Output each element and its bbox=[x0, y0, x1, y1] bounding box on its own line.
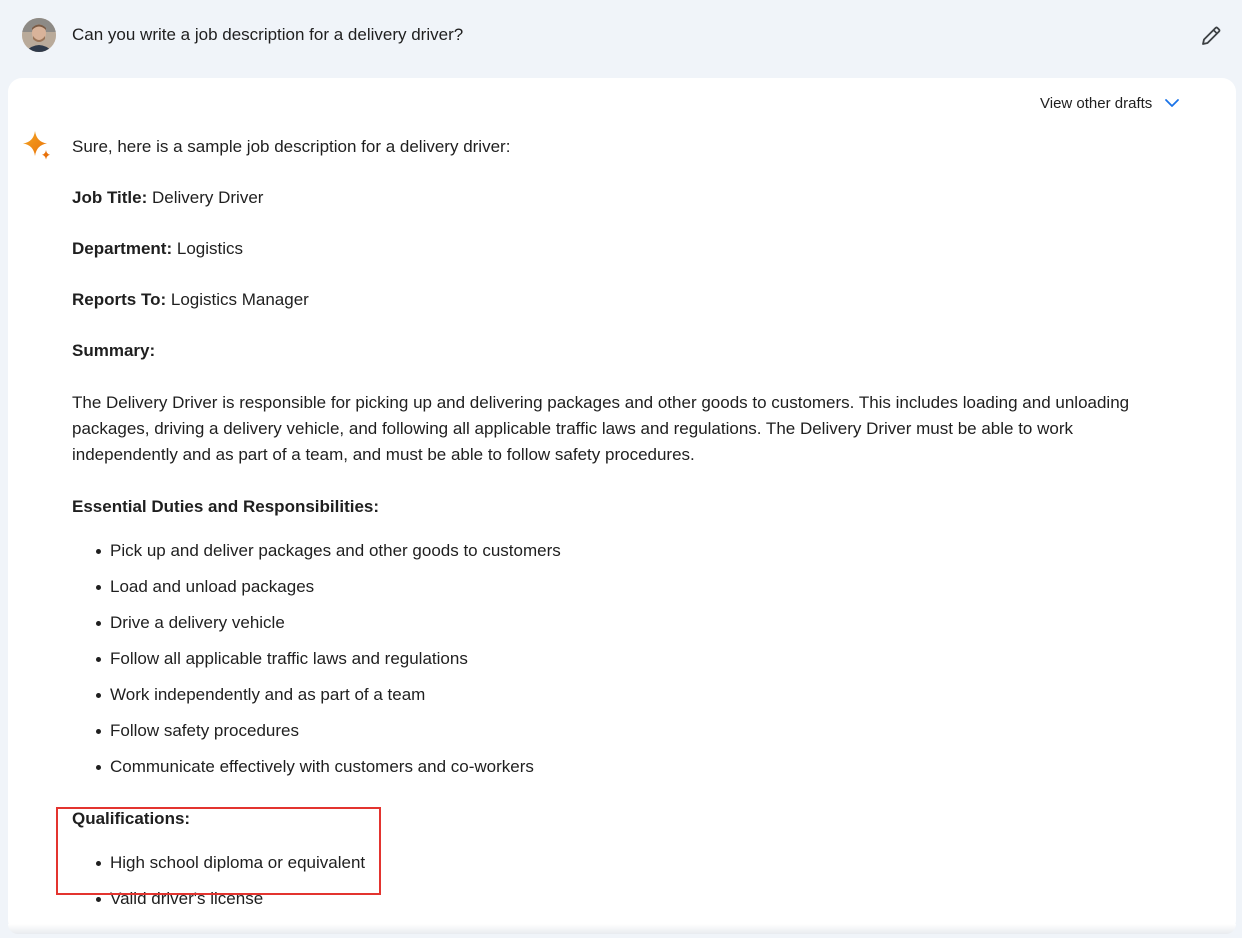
response-content bbox=[72, 135, 1172, 938]
duties-heading: Essential Duties and Responsibilities: bbox=[72, 497, 380, 516]
user-avatar[interactable] bbox=[22, 18, 56, 52]
department-value: Logistics bbox=[176, 239, 243, 258]
summary-heading: Summary: bbox=[72, 341, 156, 360]
summary-text: The Delivery Driver is responsible for picking up and delivering packages and other goods to customers. This includes loading and unloading packages, driving a delivery vehicle, and following all applicable traffic laws and regulations. The Delivery Driver must be able to work independently and as part of a team, and must be able to follow safety procedures. bbox=[72, 393, 1130, 464]
department-line bbox=[72, 237, 1172, 261]
reports-to-value: Logistics Manager bbox=[170, 290, 309, 309]
department-label: Department: bbox=[72, 239, 173, 258]
drafts-label: View other drafts bbox=[1040, 94, 1153, 112]
list-item: Work independently and as part of a team bbox=[72, 677, 1172, 713]
pencil-icon bbox=[1198, 23, 1224, 49]
response-intro: Sure, here is a sample job description for a delivery driver: bbox=[72, 137, 511, 156]
duties-list bbox=[72, 533, 1172, 785]
view-other-drafts-button[interactable] bbox=[1040, 92, 1180, 114]
list-item: Drive a delivery vehicle bbox=[72, 605, 1172, 641]
list-item: Load and unload packages bbox=[72, 569, 1172, 605]
list-item: Valid driver's license bbox=[72, 881, 1172, 917]
qualifications-list bbox=[72, 845, 1172, 917]
user-prompt-bar bbox=[0, 0, 1242, 76]
user-avatar-image bbox=[22, 18, 56, 52]
reports-to-label: Reports To: bbox=[72, 290, 167, 309]
list-item: Communicate effectively with customers and co-workers bbox=[72, 749, 1172, 785]
reports-to-line bbox=[72, 288, 1172, 312]
scroll-edge bbox=[8, 924, 1236, 934]
user-prompt-text: Can you write a job description for a delivery driver? bbox=[72, 25, 464, 44]
job-title-line bbox=[72, 186, 1172, 210]
list-item: Follow all applicable traffic laws and regulations bbox=[72, 641, 1172, 677]
chevron-down-icon bbox=[1164, 95, 1180, 111]
list-item: Pick up and deliver packages and other goods to customers bbox=[72, 533, 1172, 569]
job-title-label: Job Title: bbox=[72, 188, 148, 207]
list-item: Follow safety procedures bbox=[72, 713, 1172, 749]
qualifications-heading: Qualifications: bbox=[72, 809, 191, 828]
edit-prompt-button[interactable] bbox=[1198, 23, 1224, 49]
list-item: High school diploma or equivalent bbox=[72, 845, 1172, 881]
sparkle-icon bbox=[22, 130, 54, 162]
job-title-value: Delivery Driver bbox=[151, 188, 264, 207]
